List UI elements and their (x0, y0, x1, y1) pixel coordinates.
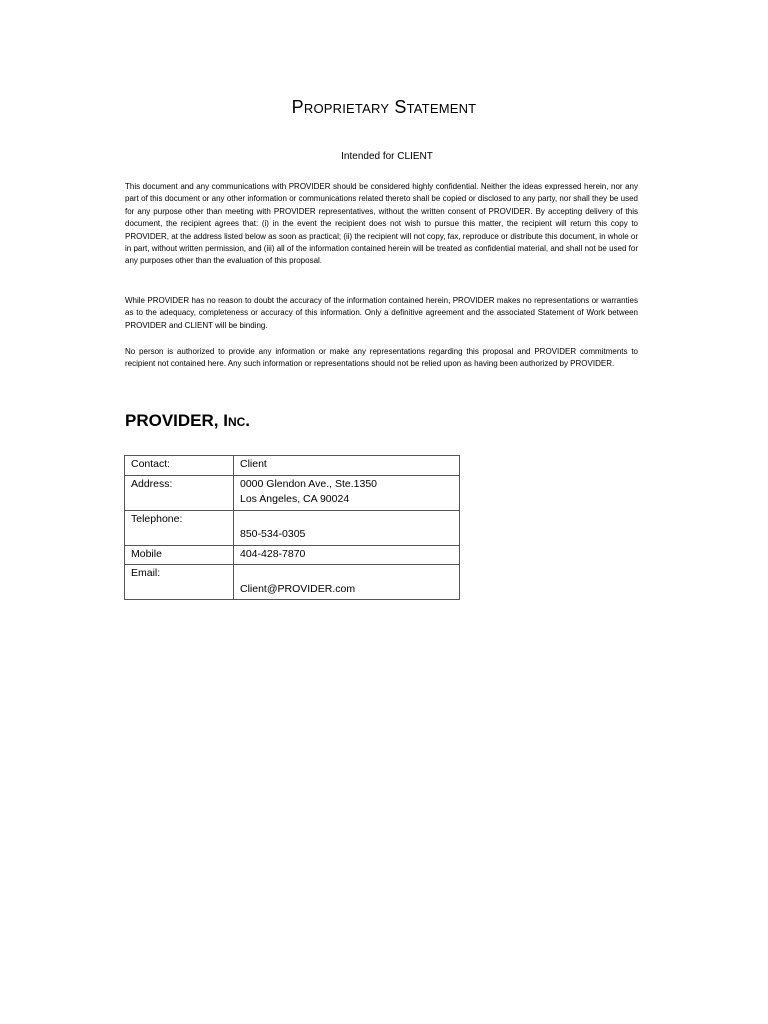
address-line-2: Los Angeles, CA 90024 (240, 493, 350, 505)
contact-label: Contact: (125, 456, 234, 476)
mobile-label: Mobile (125, 545, 234, 565)
page-subtitle: Intended for CLIENT (341, 151, 433, 162)
table-row (125, 565, 460, 600)
address-line-1: 0000 Glendon Ave., Ste.1350 (240, 477, 378, 490)
contact-table (124, 455, 460, 600)
table-row (125, 545, 460, 565)
authorization-paragraph: No person is authorized to provide any information or make any representations regarding this proposal and PROVIDER commitments to recipient not contained here. Any such information or representations should not be relied upon as having been authorized by PROVIDER. (125, 347, 638, 369)
telephone-value-cell (234, 510, 460, 545)
table-row (125, 475, 460, 510)
telephone-value: 850-534-0305 (240, 528, 306, 540)
blank-line (240, 512, 453, 528)
table-row (125, 456, 460, 476)
company-name: PROVIDER, Inc. (125, 411, 251, 430)
contact-value: Client (234, 456, 460, 476)
address-label: Address: (125, 475, 234, 510)
email-label: Email: (125, 565, 234, 600)
mobile-value: 404-428-7870 (234, 545, 460, 565)
table-row (125, 510, 460, 545)
accuracy-paragraph: While PROVIDER has no reason to doubt the accuracy of the information contained herein, PROVIDER makes no representations or warranties as to the adequacy, completeness or accuracy of this information. Only a definitive agreement and the associated Statement of Work between PROVIDER and CLIENT will be binding. (125, 296, 638, 330)
telephone-label: Telephone: (125, 510, 234, 545)
blank-line (240, 566, 453, 582)
email-value: Client@PROVIDER.com (240, 582, 356, 595)
email-value-cell (234, 565, 460, 600)
confidentiality-paragraph: This document and any communications with PROVIDER should be considered highly confidential. Neither the ideas expressed herein, nor any part of this document or any other information or communications related thereto shall be copied or disclosed to any party, nor shall they be used for any purpose other than meeting with PROVIDER representatives, without the written consent of PROVIDER. By accepting delivery of this document, the recipient agrees that: (i) in the event the recipient does not wish to pursue this matter, the recipient will return this copy to PROVIDER, at the address listed below as soon as practical; (ii) the recipient will not copy, fax, reproduce or distribute this document, in whole or in part, without written permission, and (iii) all of the information contained herein will be treated as confidential material, and shall not be used for any purposes other than the evaluation of this proposal. (125, 182, 638, 266)
address-value (234, 475, 460, 510)
page-title: Proprietary Statement (291, 97, 477, 117)
